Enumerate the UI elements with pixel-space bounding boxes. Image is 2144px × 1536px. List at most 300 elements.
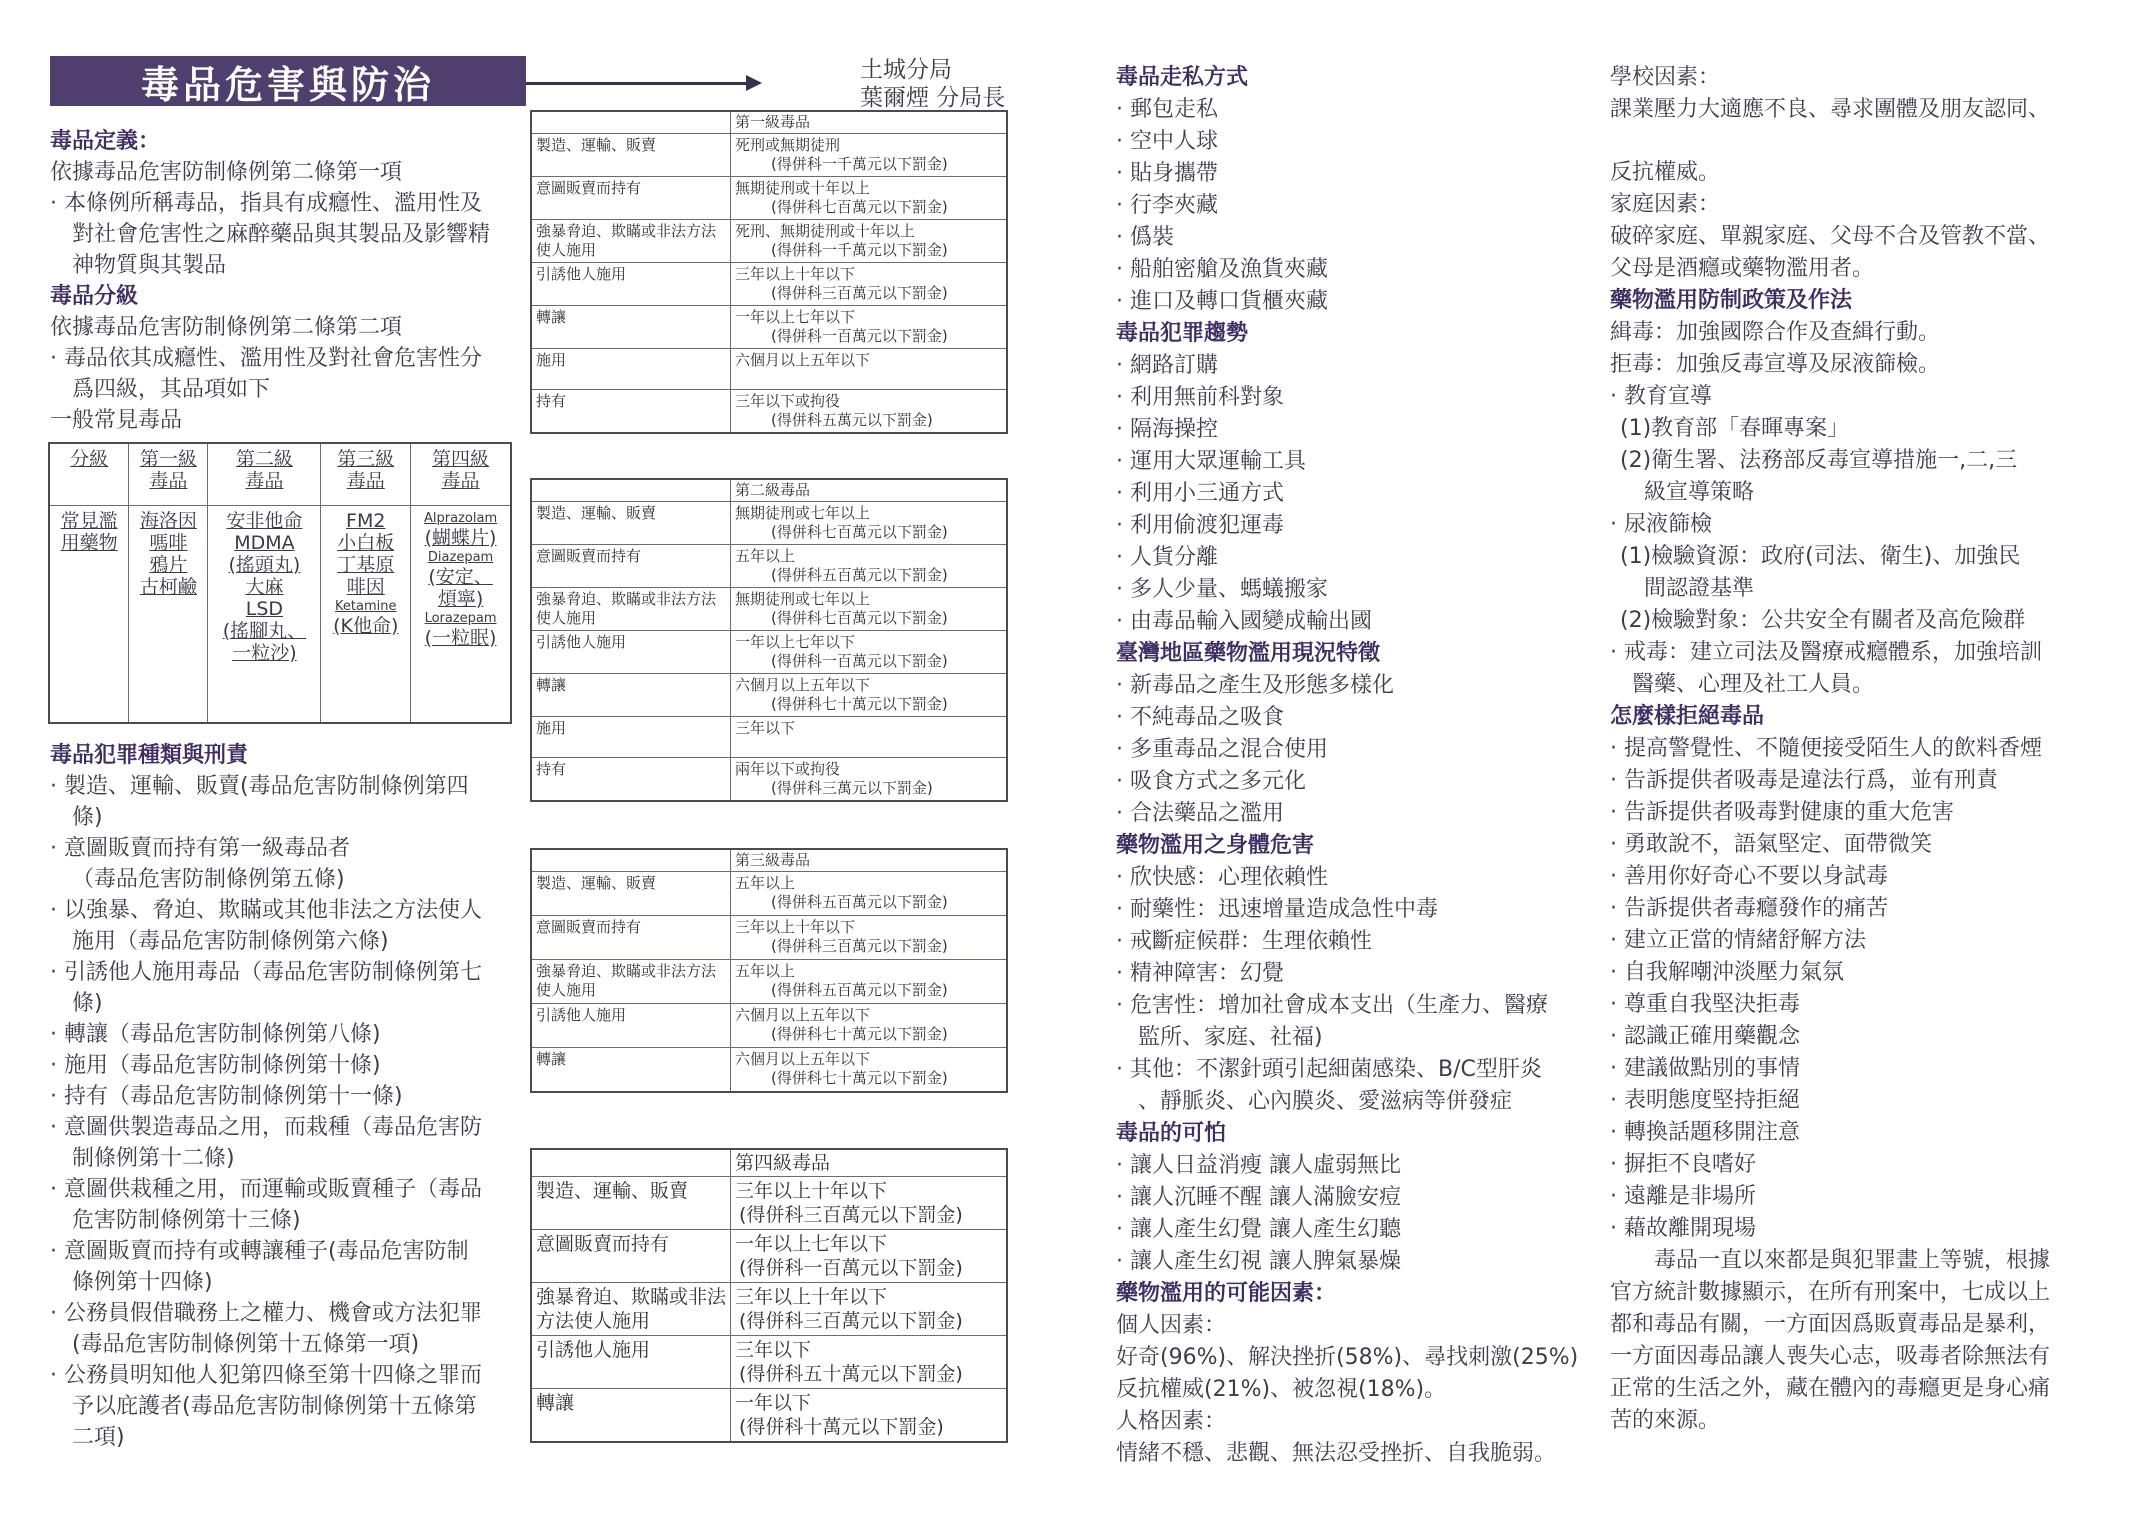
text-line: 官方統計數據顯示，在所有刑案中，七成以上 bbox=[1610, 1280, 2051, 1305]
penalty-term: 一年以下 bbox=[735, 1392, 812, 1414]
grade-cell-line: Alprazolam bbox=[424, 510, 498, 526]
table-row bbox=[531, 631, 1007, 674]
text-line: 家庭因素： bbox=[1610, 192, 1721, 217]
penalty-fine: (得併科五百萬元以下罰金) bbox=[771, 566, 948, 584]
table-row bbox=[531, 588, 1007, 631]
text-line: · 告訴提供者毒癮發作的痛苦 bbox=[1610, 896, 1888, 921]
section-heading: 毒品犯罪種類與刑責 bbox=[50, 743, 249, 768]
section-heading: 毒品走私方式 bbox=[1116, 65, 1249, 90]
penalty-sentence bbox=[731, 1389, 1008, 1443]
text-line: 二項) bbox=[72, 1425, 125, 1450]
penalty-term: 三年以上十年以下 bbox=[735, 265, 856, 283]
penalty-act: 轉讓 bbox=[531, 1389, 731, 1443]
grade-cell-line: FM2 bbox=[346, 509, 386, 532]
grade-cell-line: 煩寧) bbox=[437, 587, 484, 610]
text-line: 情緒不穩、悲觀、無法忍受挫折、自我脆弱。 bbox=[1116, 1441, 1557, 1466]
penalty-term: 三年以上十年以下 bbox=[735, 918, 856, 936]
table-row bbox=[531, 502, 1007, 545]
text-line: · 公務員明知他人犯第四條至第十四條之罪而 bbox=[50, 1363, 482, 1388]
text-line: 監所、家庭、社福) bbox=[1138, 1025, 1323, 1050]
penalty-act: 施用 bbox=[531, 349, 731, 390]
text-line: (毒品危害防制條例第十五條第一項) bbox=[72, 1332, 420, 1357]
text-line: · 隔海操控 bbox=[1116, 417, 1218, 442]
penalty-sentence bbox=[731, 916, 1008, 960]
penalty-term: 一年以上七年以下 bbox=[735, 1233, 888, 1255]
text-line: · 多人少量、螞蟻搬家 bbox=[1116, 577, 1328, 602]
grade-cell-line: 毒品 bbox=[346, 470, 385, 492]
table-row bbox=[531, 1230, 1007, 1283]
text-line: · 摒拒不良嗜好 bbox=[1610, 1152, 1756, 1177]
penalty-table-grade2 bbox=[530, 478, 1008, 802]
grade-cell-line: Ketamine bbox=[335, 598, 397, 614]
grade-cell-line: 第二級 bbox=[235, 448, 293, 470]
penalty-header-row bbox=[531, 479, 1007, 502]
table-row bbox=[531, 263, 1007, 306]
text-line: （毒品危害防制條例第五條) bbox=[72, 867, 345, 892]
text-line: · 利用小三通方式 bbox=[1116, 481, 1284, 506]
text-line: · 意圖販賣而持有或轉讓種子(毒品危害防制 bbox=[50, 1239, 469, 1264]
text-line: · 運用大眾運輸工具 bbox=[1116, 449, 1306, 474]
grade-cell-line: (K他命) bbox=[333, 614, 399, 637]
penalty-sentence bbox=[731, 960, 1008, 1004]
text-line: · 告訴提供者吸毒是違法行爲，並有刑責 bbox=[1610, 768, 1998, 793]
text-line: · 教育宣導 bbox=[1610, 384, 1712, 409]
text-line: · 勇敢說不，語氣堅定、面帶微笑 bbox=[1610, 832, 1932, 857]
penalty-act: 持有 bbox=[531, 390, 731, 434]
text-line: · 製造、運輸、販賣(毒品危害防制條例第四 bbox=[50, 774, 469, 799]
text-line: (2)檢驗對象：公共安全有關者及高危險群 bbox=[1620, 608, 2026, 633]
penalty-header-empty bbox=[531, 849, 731, 872]
penalty-act: 強暴脅迫、欺瞞或非法方法使人施用 bbox=[531, 220, 731, 263]
penalty-fine: (得併科一千萬元以下罰金) bbox=[771, 155, 948, 173]
penalty-fine: (得併科七百萬元以下罰金) bbox=[771, 523, 948, 541]
text-line: 都和毒品有關，一方面因爲販賣毒品是暴利， bbox=[1610, 1312, 2051, 1337]
table-row bbox=[531, 872, 1007, 916]
section-heading: 毒品犯罪趨勢 bbox=[1116, 321, 1249, 346]
arrow-line bbox=[526, 82, 748, 85]
grade-cell-line: 常見濫 bbox=[60, 509, 118, 532]
table-row bbox=[531, 390, 1007, 434]
offenses-section bbox=[50, 740, 522, 1453]
text-line: · 表明態度堅持拒絕 bbox=[1610, 1088, 1800, 1113]
text-line: · 轉換話題移開注意 bbox=[1610, 1120, 1800, 1145]
grade-cell-line: LSD bbox=[245, 597, 284, 620]
text-line: · 本條例所稱毒品，指具有成癮性、濫用性及 bbox=[50, 191, 482, 216]
penalty-term: 六個月以上五年以下 bbox=[735, 1006, 871, 1024]
table-row bbox=[531, 1048, 1007, 1092]
right-column bbox=[1610, 62, 2090, 1437]
section-heading: 毒品分級 bbox=[50, 284, 139, 309]
text-line: · 告訴提供者吸毒對健康的重大危害 bbox=[1610, 800, 1954, 825]
section-heading: 藥物濫用的可能因素： bbox=[1116, 1281, 1337, 1306]
text-line: 苦的來源。 bbox=[1610, 1408, 1721, 1433]
text-line: · 轉讓（毒品危害防制條例第八條) bbox=[50, 1022, 381, 1047]
penalty-header-empty bbox=[531, 111, 731, 134]
penalty-fine: (得併科七百萬元以下罰金) bbox=[771, 198, 948, 216]
section-heading: 毒品的可怕 bbox=[1116, 1121, 1227, 1146]
grade-cell-3 bbox=[321, 505, 411, 723]
penalty-sentence bbox=[731, 502, 1008, 545]
text-line: 間認證基準 bbox=[1644, 576, 1755, 601]
grade-cell-line: (搖腳丸、 bbox=[222, 619, 307, 642]
grade-cell-line: 用藥物 bbox=[60, 531, 118, 554]
text-line: 父母是酒癮或藥物濫用者。 bbox=[1610, 256, 1875, 281]
penalty-term: 無期徒刑或七年以上 bbox=[735, 590, 871, 608]
text-line: 課業壓力大適應不良、尋求團體及朋友認同、 bbox=[1610, 97, 2051, 122]
table-row bbox=[531, 1389, 1007, 1443]
text-line: · 提高警覺性、不隨便接受陌生人的飲料香煙 bbox=[1610, 736, 2042, 761]
section-heading: 怎麼樣拒絕毒品 bbox=[1610, 704, 1765, 729]
text-line: 條) bbox=[72, 805, 103, 830]
penalty-term: 一年以上七年以下 bbox=[735, 308, 856, 326]
grade-cell-line: 海洛因 bbox=[139, 509, 197, 532]
penalty-grade-label: 第四級毒品 bbox=[731, 1149, 1008, 1177]
penalty-table-grade3 bbox=[530, 848, 1008, 1093]
penalty-fine: (得併科一百萬元以下罰金) bbox=[771, 652, 948, 670]
grade-cell-4 bbox=[411, 505, 511, 723]
penalty-term: 無期徒刑或七年以上 bbox=[735, 504, 871, 522]
text-line: · 行李夾藏 bbox=[1116, 193, 1218, 218]
table-row bbox=[531, 134, 1007, 177]
table-row bbox=[531, 220, 1007, 263]
text-line: · 危害性：增加社會成本支出（生產力、醫療 bbox=[1116, 993, 1548, 1018]
penalty-act: 製造、運輸、販賣 bbox=[531, 134, 731, 177]
text-line: 依據毒品危害防制條例第二條第一項 bbox=[50, 160, 403, 185]
text-line: · 船舶密艙及漁貨夾藏 bbox=[1116, 257, 1328, 282]
text-line: 醫藥、心理及社工人員。 bbox=[1632, 672, 1875, 697]
text-line: · 以強暴、脅迫、欺瞞或其他非法之方法使人 bbox=[50, 898, 482, 923]
penalty-act: 轉讓 bbox=[531, 306, 731, 349]
penalty-sentence bbox=[731, 134, 1008, 177]
text-line: 學校因素： bbox=[1610, 65, 1721, 90]
penalty-term: 五年以上 bbox=[735, 547, 796, 565]
penalty-sentence bbox=[731, 1336, 1008, 1389]
penalty-fine: (得併科三百萬元以下罰金) bbox=[771, 937, 948, 955]
text-line: · 意圖供製造毒品之用，而栽種（毒品危害防 bbox=[50, 1115, 482, 1140]
text-line: · 讓人日益消瘦 讓人虛弱無比 bbox=[1116, 1153, 1401, 1178]
grade-cell-line: 一粒沙) bbox=[232, 641, 297, 664]
penalty-act: 製造、運輸、販賣 bbox=[531, 1177, 731, 1230]
text-line: · 毒品依其成癮性、濫用性及對社會危害性分 bbox=[50, 346, 482, 371]
text-line: · 網路訂購 bbox=[1116, 353, 1218, 378]
penalty-act: 引誘他人施用 bbox=[531, 1004, 731, 1048]
penalty-header-row bbox=[531, 111, 1007, 134]
penalty-fine: (得併科三百萬元以下罰金) bbox=[771, 284, 948, 302]
penalty-act: 意圖販賣而持有 bbox=[531, 916, 731, 960]
text-line: 破碎家庭、單親家庭、父母不合及管教不當、 bbox=[1610, 224, 2051, 249]
penalty-fine: (得併科五百萬元以下罰金) bbox=[771, 981, 948, 999]
text-line: 緝毒：加強國際合作及查緝行動。 bbox=[1610, 320, 1941, 345]
author-unit: 土城分局 bbox=[860, 57, 952, 83]
middle-column bbox=[1116, 62, 1596, 1470]
grade-header-4 bbox=[411, 443, 511, 505]
grade-cell-line: 啡因 bbox=[346, 575, 385, 598]
penalty-term: 五年以上 bbox=[735, 874, 796, 892]
arrow-right-icon bbox=[746, 75, 762, 91]
text-line: · 空中人球 bbox=[1116, 129, 1218, 154]
table-row bbox=[531, 1177, 1007, 1230]
drug-grade-table bbox=[48, 442, 512, 724]
penalty-header-empty bbox=[531, 479, 731, 502]
text-line: · 欣快感：心理依賴性 bbox=[1116, 865, 1328, 890]
section-heading: 毒品定義： bbox=[50, 129, 161, 154]
penalty-term: 三年以下 bbox=[735, 719, 796, 737]
text-line: 拒毒：加強反毒宣導及尿液篩檢。 bbox=[1610, 352, 1941, 377]
grade-cell-line: 毒品 bbox=[149, 470, 188, 492]
grade-cell-line: (安定、 bbox=[428, 565, 493, 588]
penalty-grade-label: 第二級毒品 bbox=[731, 479, 1008, 502]
penalty-term: 死刑或無期徒刑 bbox=[735, 136, 841, 154]
text-line: · 利用偷渡犯運毒 bbox=[1116, 513, 1284, 538]
table-row bbox=[531, 717, 1007, 758]
penalty-term: 三年以上十年以下 bbox=[735, 1286, 888, 1308]
text-line: 依據毒品危害防制條例第二條第二項 bbox=[50, 315, 403, 340]
penalty-fine: (得併科七十萬元以下罰金) bbox=[771, 1025, 948, 1043]
penalty-sentence bbox=[731, 1004, 1008, 1048]
text-line: · 讓人沉睡不醒 讓人滿臉安痘 bbox=[1116, 1185, 1401, 1210]
section-heading: 臺灣地區藥物濫用現況特徵 bbox=[1116, 641, 1381, 666]
grade-cell-line: 毒品 bbox=[245, 470, 284, 492]
penalty-header-row bbox=[531, 849, 1007, 872]
grade-cell-line: 分級 bbox=[70, 448, 109, 470]
penalty-act: 強暴脅迫、欺瞞或非法方法使人施用 bbox=[531, 960, 731, 1004]
text-line: 對社會危害性之麻醉藥品與其製品及影響精 bbox=[72, 222, 491, 247]
penalty-fine: (得併科五萬元以下罰金) bbox=[771, 411, 933, 429]
grade-cell-line: Diazepam bbox=[427, 549, 494, 565]
grade-cell-line: (搖頭丸) bbox=[228, 553, 301, 576]
penalty-sentence bbox=[731, 758, 1008, 802]
penalty-sentence bbox=[731, 1283, 1008, 1336]
penalty-act: 意圖販賣而持有 bbox=[531, 545, 731, 588]
text-line: 一般常見毒品 bbox=[50, 408, 183, 433]
text-line: · 利用無前科對象 bbox=[1116, 385, 1284, 410]
table-row bbox=[531, 758, 1007, 802]
penalty-act: 強暴脅迫、欺瞞或非法方法使人施用 bbox=[531, 588, 731, 631]
text-line: · 藉故離開現場 bbox=[1610, 1216, 1756, 1241]
section-heading: 藥物濫用之身體危害 bbox=[1116, 833, 1315, 858]
text-line: 人格因素： bbox=[1116, 1409, 1227, 1434]
table-row bbox=[531, 349, 1007, 390]
text-line: 施用（毒品危害防制條例第六條) bbox=[72, 929, 389, 954]
penalty-sentence bbox=[731, 263, 1008, 306]
table-row bbox=[531, 545, 1007, 588]
author-name: 葉爾煙 分局長 bbox=[860, 85, 1006, 111]
text-line: · 貼身攜帶 bbox=[1116, 161, 1218, 186]
penalty-table-grade1 bbox=[530, 110, 1008, 434]
penalty-fine: (得併科五十萬元以下罰金) bbox=[739, 1363, 963, 1385]
text-line: · 公務員假借職務上之權力、機會或方法犯罪 bbox=[50, 1301, 482, 1326]
text-line: · 讓人產生幻視 讓人脾氣暴燥 bbox=[1116, 1249, 1401, 1274]
penalty-sentence bbox=[731, 1230, 1008, 1283]
penalty-act: 轉讓 bbox=[531, 1048, 731, 1092]
grade-cell-line: 毒品 bbox=[441, 470, 480, 492]
penalty-act: 引誘他人施用 bbox=[531, 263, 731, 306]
text-line: · 尿液篩檢 bbox=[1610, 512, 1712, 537]
text-line: 反抗權威。 bbox=[1610, 160, 1721, 185]
penalty-sentence bbox=[731, 177, 1008, 220]
text-line: · 施用（毒品危害防制條例第十條) bbox=[50, 1053, 381, 1078]
grade-cell-line: (蝴蝶片) bbox=[424, 526, 497, 549]
penalty-term: 一年以上七年以下 bbox=[735, 633, 856, 651]
penalty-fine: (得併科一百萬元以下罰金) bbox=[739, 1257, 963, 1279]
penalty-act: 持有 bbox=[531, 758, 731, 802]
page-title: 毒品危害與防治 bbox=[50, 56, 526, 106]
text-line: · 遠離是非場所 bbox=[1610, 1184, 1756, 1209]
grade-cell-2 bbox=[208, 505, 321, 723]
penalty-sentence bbox=[731, 545, 1008, 588]
penalty-term: 五年以上 bbox=[735, 962, 796, 980]
penalty-term: 無期徒刑或十年以上 bbox=[735, 179, 871, 197]
text-line: 條例第十四條) bbox=[72, 1270, 213, 1295]
grade-cell-1 bbox=[129, 505, 208, 723]
text-line: · 戒斷症候群：生理依賴性 bbox=[1116, 929, 1372, 954]
text-line: 個人因素： bbox=[1116, 1313, 1227, 1338]
table-row bbox=[531, 960, 1007, 1004]
grade-cell-line: 丁基原 bbox=[337, 553, 395, 576]
text-line: (1)檢驗資源：政府(司法、衛生)、加強民 bbox=[1620, 544, 2021, 569]
table-row bbox=[531, 1336, 1007, 1389]
text-line: · 精神障害：幻覺 bbox=[1116, 961, 1284, 986]
text-line: 爲四級，其品項如下 bbox=[72, 377, 271, 402]
grade-cell-line: 嗎啡 bbox=[149, 531, 188, 554]
text-line: · 多重毒品之混合使用 bbox=[1116, 737, 1328, 762]
penalty-fine: (得併科三百萬元以下罰金) bbox=[739, 1204, 963, 1226]
text-line: 好奇(96%)、解決挫折(58%)、尋找刺激(25%) bbox=[1116, 1345, 1579, 1370]
text-line: · 建議做點別的事情 bbox=[1610, 1056, 1800, 1081]
text-line: · 僞裝 bbox=[1116, 225, 1174, 250]
table-row bbox=[531, 1283, 1007, 1336]
text-line: · 耐藥性：迅速增量造成急性中毒 bbox=[1116, 897, 1438, 922]
text-line: 危害防制條例第十三條) bbox=[72, 1208, 301, 1233]
penalty-act: 意圖販賣而持有 bbox=[531, 177, 731, 220]
grade-cell-line: 大麻 bbox=[245, 575, 284, 598]
text-line: 級宣導策略 bbox=[1644, 480, 1755, 505]
penalty-fine: (得併科三萬元以下罰金) bbox=[771, 779, 933, 797]
section-heading: 藥物濫用防制政策及作法 bbox=[1610, 288, 1853, 313]
text-line: · 郵包走私 bbox=[1116, 97, 1218, 122]
penalty-fine: (得併科七十萬元以下罰金) bbox=[771, 695, 948, 713]
penalty-header-row bbox=[531, 1149, 1007, 1177]
text-line: · 合法藥品之濫用 bbox=[1116, 801, 1284, 826]
text-line: · 由毒品輸入國變成輸出國 bbox=[1116, 609, 1372, 634]
penalty-act: 意圖販賣而持有 bbox=[531, 1230, 731, 1283]
text-line: · 進口及轉口貨櫃夾藏 bbox=[1116, 289, 1328, 314]
grade-cell-line: (一粒眠) bbox=[424, 626, 497, 649]
text-line: · 建立正當的情緒舒解方法 bbox=[1610, 928, 1866, 953]
text-line: · 戒毒：建立司法及醫療戒癮體系，加強培訓 bbox=[1610, 640, 2042, 665]
penalty-grade-label: 第三級毒品 bbox=[731, 849, 1008, 872]
table-row bbox=[531, 916, 1007, 960]
grade-cell-line: 鴉片 bbox=[149, 553, 188, 576]
text-line: · 引誘他人施用毒品（毒品危害防制條例第七 bbox=[50, 960, 482, 985]
table-row bbox=[531, 674, 1007, 717]
penalty-table-grade4 bbox=[530, 1148, 1008, 1443]
text-line: · 意圖販賣而持有第一級毒品者 bbox=[50, 836, 350, 861]
penalty-term: 三年以下 bbox=[735, 1339, 812, 1361]
penalty-term: 三年以下或拘役 bbox=[735, 392, 841, 410]
grade-cell-line: 第一級 bbox=[139, 448, 197, 470]
text-line: · 持有（毒品危害防制條例第十一條) bbox=[50, 1084, 403, 1109]
text-line: · 人貨分離 bbox=[1116, 545, 1218, 570]
grade-header-3 bbox=[321, 443, 411, 505]
grade-header-2 bbox=[208, 443, 321, 505]
penalty-term: 六個月以上五年以下 bbox=[735, 351, 871, 369]
grade-cell-line: 安非他命 bbox=[226, 509, 303, 532]
penalty-sentence bbox=[731, 390, 1008, 434]
grade-cell-line: Lorazepam bbox=[424, 610, 497, 626]
penalty-fine: (得併科一千萬元以下罰金) bbox=[771, 241, 948, 259]
text-line: 毒品一直以來都是與犯罪畫上等號，根據 bbox=[1654, 1248, 2051, 1273]
grade-cell-line: 第四級 bbox=[432, 448, 490, 470]
penalty-sentence bbox=[731, 631, 1008, 674]
text-line: (1)教育部「春暉專案」 bbox=[1620, 416, 1850, 441]
definition-section bbox=[50, 126, 520, 436]
penalty-act: 製造、運輸、販賣 bbox=[531, 502, 731, 545]
grade-row-label bbox=[49, 505, 129, 723]
penalty-fine: (得併科一百萬元以下罰金) bbox=[771, 327, 948, 345]
penalty-act: 引誘他人施用 bbox=[531, 631, 731, 674]
text-line: 、靜脈炎、心內膜炎、愛滋病等併發症 bbox=[1138, 1089, 1513, 1114]
penalty-term: 六個月以上五年以下 bbox=[735, 1050, 871, 1068]
penalty-grade-label: 第一級毒品 bbox=[731, 111, 1008, 134]
penalty-term: 死刑、無期徒刑或十年以上 bbox=[735, 222, 916, 240]
grade-cell-line: 第三級 bbox=[337, 448, 395, 470]
spacer bbox=[1610, 126, 2090, 157]
grade-cell-line: 古柯鹼 bbox=[139, 575, 197, 598]
text-line: · 其他：不潔針頭引起細菌感染、B/C型肝炎 bbox=[1116, 1057, 1542, 1082]
penalty-sentence bbox=[731, 349, 1008, 390]
penalty-sentence bbox=[731, 872, 1008, 916]
text-line: · 善用你好奇心不要以身試毒 bbox=[1610, 864, 1888, 889]
text-line: · 尊重自我堅決拒毒 bbox=[1610, 992, 1800, 1017]
text-line: 條) bbox=[72, 991, 103, 1016]
penalty-sentence bbox=[731, 674, 1008, 717]
penalty-act: 強暴脅迫、欺瞞或非法方法使人施用 bbox=[531, 1283, 731, 1336]
text-line: 正常的生活之外，藏在體內的毒癮更是身心痛 bbox=[1610, 1376, 2051, 1401]
penalty-fine: (得併科十萬元以下罰金) bbox=[739, 1416, 944, 1438]
penalty-term: 兩年以下或拘役 bbox=[735, 760, 841, 778]
penalty-fine: (得併科五百萬元以下罰金) bbox=[771, 893, 948, 911]
text-line: 反抗權威(21%)、被忽視(18%)。 bbox=[1116, 1377, 1447, 1402]
text-line: 神物質與其製品 bbox=[72, 253, 227, 278]
grade-header-label bbox=[49, 443, 129, 505]
text-line: · 讓人產生幻覺 讓人產生幻聽 bbox=[1116, 1217, 1401, 1242]
penalty-fine: (得併科七十萬元以下罰金) bbox=[771, 1069, 948, 1087]
text-line: · 不純毒品之吸食 bbox=[1116, 705, 1284, 730]
grade-header-1 bbox=[129, 443, 208, 505]
penalty-sentence bbox=[731, 306, 1008, 349]
penalty-act: 引誘他人施用 bbox=[531, 1336, 731, 1389]
penalty-sentence bbox=[731, 220, 1008, 263]
text-line: · 自我解嘲沖淡壓力氣氛 bbox=[1610, 960, 1844, 985]
penalty-act: 施用 bbox=[531, 717, 731, 758]
penalty-term: 三年以上十年以下 bbox=[735, 1180, 888, 1202]
penalty-sentence bbox=[731, 588, 1008, 631]
table-row bbox=[531, 306, 1007, 349]
text-line: · 意圖供栽種之用，而運輸或販賣種子（毒品 bbox=[50, 1177, 482, 1202]
penalty-act: 製造、運輸、販賣 bbox=[531, 872, 731, 916]
text-line: · 新毒品之產生及形態多樣化 bbox=[1116, 673, 1394, 698]
penalty-fine: (得併科七百萬元以下罰金) bbox=[771, 609, 948, 627]
grade-cell-line: MDMA bbox=[234, 531, 295, 554]
penalty-header-empty bbox=[531, 1149, 731, 1177]
table-row bbox=[531, 1004, 1007, 1048]
penalty-term: 六個月以上五年以下 bbox=[735, 676, 871, 694]
penalty-sentence bbox=[731, 1177, 1008, 1230]
grade-cell-line: 小白板 bbox=[337, 531, 395, 554]
penalty-sentence bbox=[731, 1048, 1008, 1092]
penalty-fine: (得併科三百萬元以下罰金) bbox=[739, 1310, 963, 1332]
